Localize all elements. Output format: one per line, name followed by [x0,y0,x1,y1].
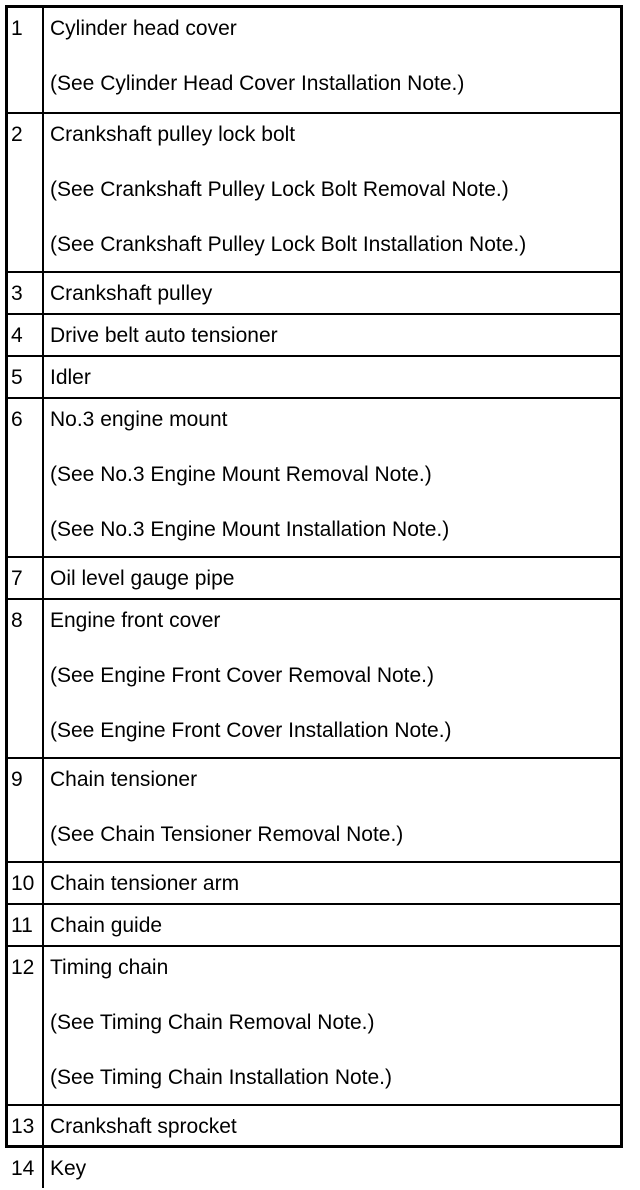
item-number: 5 [8,357,44,397]
procedure-note: (See Engine Front Cover Installation Note.) [50,719,452,742]
table-row [8,8,620,112]
table-row [8,903,620,945]
item-number: 1 [8,8,44,112]
table-row [8,313,620,355]
part-name: Crankshaft pulley [50,282,213,305]
procedure-note: (See Crankshaft Pulley Lock Bolt Removal Note.) [50,178,509,201]
item-number: 3 [8,273,44,313]
part-name: Crankshaft pulley lock bolt [50,123,296,146]
item-number: 12 [8,947,44,1104]
procedure-note: (See Engine Front Cover Removal Note.) [50,664,434,687]
table-row [8,598,620,757]
item-description [44,273,620,313]
table-row [8,112,620,271]
part-name: Crankshaft sprocket [50,1115,237,1138]
item-description [44,315,620,355]
item-description [44,1106,620,1146]
procedure-note: (See Cylinder Head Cover Installation Note.) [50,72,465,95]
part-name: Key [50,1157,87,1180]
item-number: 4 [8,315,44,355]
part-name: No.3 engine mount [50,408,228,431]
item-description [44,1148,620,1188]
item-description [44,107,620,271]
parts-table [5,5,623,1180]
table-row [8,757,620,861]
item-description [44,905,620,945]
table-row [8,945,620,1104]
item-number: 8 [8,600,44,757]
item-description [44,752,620,861]
procedure-note: (See Timing Chain Installation Note.) [50,1066,392,1089]
item-description [44,392,620,556]
item-number: 6 [8,399,44,556]
item-description [44,357,620,397]
item-number: 11 [8,905,44,945]
part-name: Timing chain [50,956,169,979]
part-name: Idler [50,366,91,389]
procedure-note: (See Timing Chain Removal Note.) [50,1011,375,1034]
table-row [8,355,620,397]
part-name: Chain tensioner arm [50,872,240,895]
part-name: Drive belt auto tensioner [50,324,278,347]
table-row [8,1146,620,1188]
part-name: Cylinder head cover [50,17,237,40]
part-name: Chain tensioner [50,768,198,791]
item-description [44,940,620,1104]
item-number: 13 [8,1106,44,1146]
item-description [44,1,620,112]
part-name: Engine front cover [50,609,221,632]
table-row [8,1104,620,1146]
item-description [44,863,620,903]
item-description [44,593,620,757]
part-name: Chain guide [50,914,163,937]
table-row [8,397,620,556]
item-number: 7 [8,558,44,598]
table-row [8,861,620,903]
table-row [8,556,620,598]
item-description [44,558,620,598]
procedure-note: (See Chain Tensioner Removal Note.) [50,823,404,846]
procedure-note: (See No.3 Engine Mount Installation Note.) [50,518,450,541]
item-number: 2 [8,114,44,271]
procedure-note: (See No.3 Engine Mount Removal Note.) [50,463,432,486]
table-row [8,271,620,313]
item-number: 10 [8,863,44,903]
procedure-note: (See Crankshaft Pulley Lock Bolt Installation Note.) [50,233,527,256]
part-name: Oil level gauge pipe [50,567,235,590]
item-number: 9 [8,759,44,861]
item-number: 14 [8,1148,44,1188]
